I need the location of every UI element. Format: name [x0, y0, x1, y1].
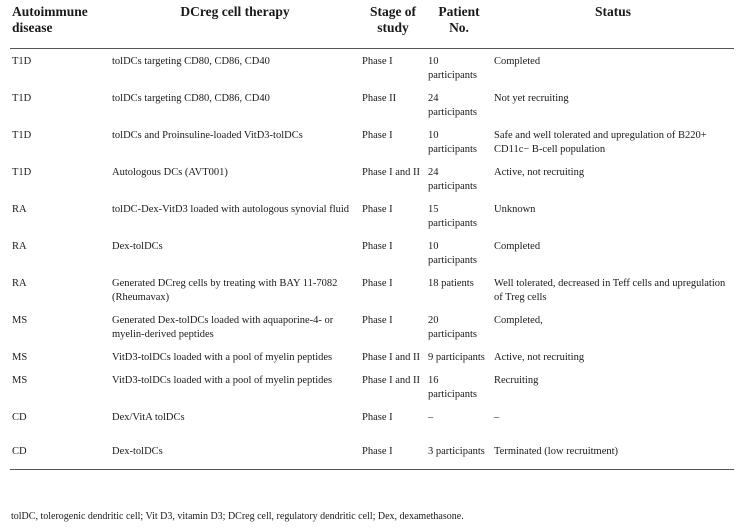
cell-therapy: tolDC-Dex-VitD3 loaded with autologous synovial fluid — [112, 203, 350, 215]
cell-status: Safe and well tolerated and upregulation of B220+ CD11c− B-cell population — [494, 129, 707, 155]
table-row — [10, 86, 734, 123]
table-row — [10, 160, 734, 197]
table-row — [10, 439, 734, 470]
header-disease: Autoimmune disease — [10, 4, 110, 48]
cell-patients: 10 participants — [428, 55, 477, 81]
cell-disease: RA — [12, 277, 27, 289]
cell-status: – — [494, 411, 500, 423]
header-therapy: DCreg cell therapy — [110, 4, 360, 48]
cell-status: Completed — [494, 240, 541, 252]
table-row — [10, 405, 734, 439]
cell-status: Terminated (low recruitment) — [492, 439, 734, 470]
cell-disease: T1D — [12, 129, 32, 141]
cell-therapy: Generated Dex-tolDCs loaded with aquaporine-4- or myelin-derived peptides — [112, 314, 334, 340]
cell-status: Active, not recruiting — [494, 166, 585, 178]
cell-patients: – — [428, 411, 434, 423]
cell-patients: 24 participants — [428, 166, 477, 192]
cell-patients: 18 patients — [428, 277, 474, 289]
clinical-trials-table — [10, 4, 734, 470]
cell-therapy: tolDCs and Proinsuline-loaded VitD3-tolDCs — [112, 129, 303, 141]
cell-patients: 10 participants — [428, 129, 477, 155]
cell-stage: Phase I — [360, 439, 426, 470]
cell-disease: RA — [12, 240, 27, 252]
cell-stage: Phase I and II — [362, 374, 421, 386]
cell-disease: T1D — [12, 55, 32, 67]
cell-disease: MS — [12, 374, 28, 386]
cell-stage: Phase I and II — [362, 166, 421, 178]
cell-patients: 10 participants — [428, 240, 477, 266]
cell-stage: Phase I — [362, 129, 393, 141]
cell-patients: 16 participants — [428, 374, 477, 400]
cell-status: Completed — [494, 55, 541, 67]
table-row — [10, 48, 734, 86]
cell-stage: Phase I and II — [362, 351, 421, 363]
cell-disease: RA — [12, 203, 27, 215]
header-status: Status — [492, 4, 734, 48]
cell-patients: 15 participants — [428, 203, 477, 229]
cell-status: Completed, — [494, 314, 543, 326]
header-stage: Stage of study — [360, 4, 426, 48]
cell-status: Well tolerated, decreased in Teff cells and upregulation of Treg cells — [494, 277, 726, 303]
cell-patients: 3 participants — [426, 439, 492, 470]
table-row — [10, 234, 734, 271]
table-row — [10, 123, 734, 160]
cell-stage: Phase I — [362, 411, 393, 423]
cell-therapy: tolDCs targeting CD80, CD86, CD40 — [112, 92, 270, 104]
cell-therapy: VitD3-tolDCs loaded with a pool of myelin peptides — [112, 351, 333, 363]
cell-stage: Phase I — [362, 203, 393, 215]
cell-stage: Phase II — [362, 92, 397, 104]
cell-therapy: Dex-tolDCs — [112, 240, 163, 252]
cell-therapy: Autologous DCs (AVT001) — [112, 166, 228, 178]
cell-disease: CD — [12, 411, 27, 423]
table-row — [10, 271, 734, 308]
cell-disease: MS — [12, 351, 28, 363]
cell-status: Active, not recruiting — [494, 351, 585, 363]
table-footnote: tolDC, tolerogenic dendritic cell; Vit D3, vitamin D3; DCreg cell, regulatory dendritic cell; Dex, dexamethasone. — [11, 511, 464, 522]
table-row — [10, 345, 734, 368]
cell-patients: 24 participants — [428, 92, 477, 118]
cell-status: Not yet recruiting — [494, 92, 569, 104]
table-row — [10, 308, 734, 345]
cell-stage: Phase I — [362, 314, 393, 326]
table-row — [10, 368, 734, 405]
cell-therapy: VitD3-tolDCs loaded with a pool of myelin peptides — [112, 374, 333, 386]
table-body — [10, 48, 734, 469]
cell-disease: CD — [10, 439, 110, 470]
cell-patients: 9 participants — [428, 351, 485, 363]
cell-disease: MS — [12, 314, 28, 326]
cell-therapy: Generated DCreg cells by treating with BAY 11-7082 (Rheumavax) — [112, 277, 338, 303]
cell-therapy: tolDCs targeting CD80, CD86, CD40 — [112, 55, 270, 67]
cell-stage: Phase I — [362, 240, 393, 252]
cell-disease: T1D — [12, 92, 32, 104]
cell-therapy: Dex/VitA tolDCs — [112, 411, 185, 423]
header-patients: Patient No. — [426, 4, 492, 48]
cell-disease: T1D — [12, 166, 32, 178]
table-row — [10, 197, 734, 234]
cell-therapy: Dex-tolDCs — [110, 439, 360, 470]
table-header — [10, 4, 734, 48]
cell-stage: Phase I — [362, 277, 393, 289]
cell-patients: 20 participants — [428, 314, 477, 340]
cell-status: Unknown — [494, 203, 536, 215]
cell-stage: Phase I — [362, 55, 393, 67]
cell-status: Recruiting — [494, 374, 539, 386]
